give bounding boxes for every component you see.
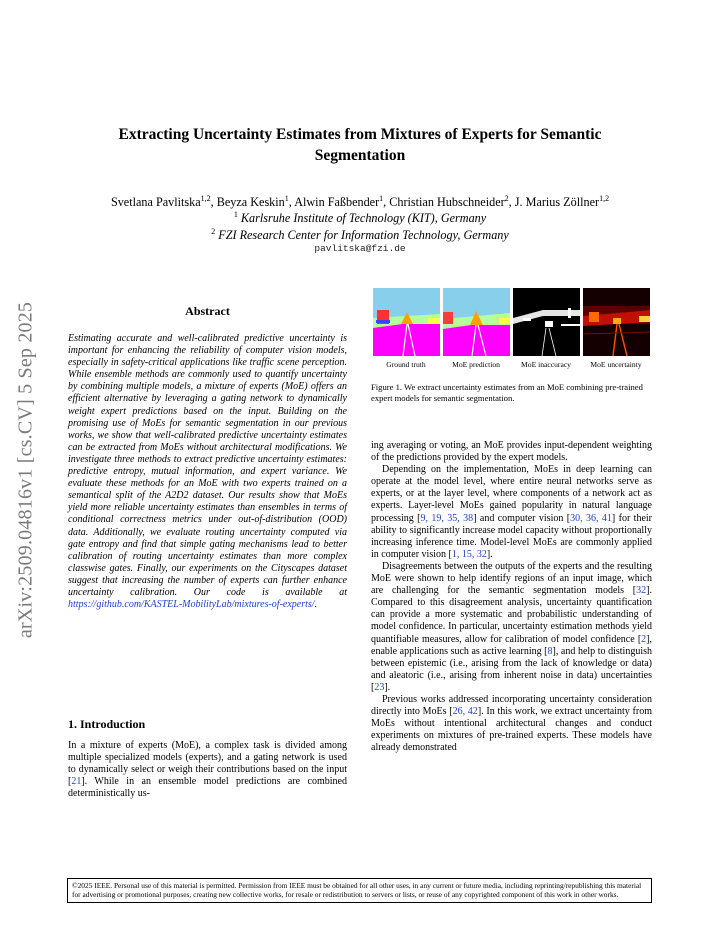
arxiv-identifier: arXiv:2509.04816v1 [cs.CV] 5 Sep 2025 bbox=[14, 301, 37, 639]
affiliation-2: $^2$ FZI Research Center for Information Technology, Germany bbox=[211, 227, 509, 243]
title-line-1: Extracting Uncertainty Estimates from Mixtures of Experts for Semantic bbox=[118, 126, 602, 143]
moe-uncertainty-image bbox=[583, 288, 650, 356]
author: Svetlana Pavlitska$^{1,2}$ bbox=[110, 194, 211, 210]
citation-link[interactable]: 2 bbox=[641, 633, 647, 645]
title-line-2: Segmentation bbox=[314, 147, 406, 164]
citation-link[interactable]: 23 bbox=[374, 681, 385, 693]
paragraph: ing averaging or voting, an MoE provides input-dependent weighting of the predictions provided by the expert models. bbox=[371, 440, 652, 464]
citation-link[interactable]: 26, 42 bbox=[452, 706, 478, 718]
abstract-body: Estimating accurate and well-calibrated predictive uncertainty is important for enhancing the reliability of computer vision models, especially in safety-critical applications like traffic scene perception. While ensemble methods are commonly used to quantify uncertainty by combining multiple models, a mixture of experts (MoE) offers an efficient alternative by leveraging a gating network to dynamically weight expert predictions based on the input. Building on the promising use of MoEs for semantic segmentation in our previous works, we show that well-calibrated predictive uncertainty estimates can be extracted from MoEs without architectural modifications. We investigate three methods to extract predictive uncertainty estimates: predictive entropy, mutual information, and expert variance. We evaluate these methods for an MoE with two experts trained on a semantical split of the A2D2 dataset. Our results show that MoEs yield more reliable uncertainty estimates than ensembles in terms of conditional correctness metrics under out-of-distribution (OOD) data. Additionally, we evaluate routing uncertainty computed via gate entropy and find that simple gating mechanisms lead to better calibration of routing uncertainty estimates than more complex classwise gates. Finally, our experiments on the Cityscapes dataset suggest that increasing the number of experts can further enhance uncertainty calibration. Our code is available at https://github.com/KASTEL-MobilityLab/mixtures-of-experts/. bbox=[68, 333, 347, 611]
author: Alwin Faßbender$^1$ bbox=[294, 194, 384, 210]
citation-link[interactable]: 32 bbox=[636, 585, 647, 597]
figure-1-images bbox=[373, 288, 652, 358]
ground-truth-image bbox=[373, 288, 440, 356]
author: Christian Hubschneider$^2$ bbox=[389, 194, 509, 210]
author-email: pavlitska@fzi.de bbox=[314, 243, 406, 254]
figure-label: MoE prediction bbox=[452, 360, 500, 369]
citation-link[interactable]: 8 bbox=[547, 645, 553, 657]
author-list: Svetlana Pavlitska$^{1,2}$, Beyza Keskin$^1$, Alwin Faßbender$^1$, Christian Hubschneider$^2$, J. Marius Zöllner$^{1,2}$ bbox=[110, 194, 610, 210]
figure-label: Ground truth bbox=[386, 360, 426, 369]
paragraph: Disagreements between the outputs of the experts and the resulting MoE were shown to help identify regions of an input image, which are challenging for the semantic segmentation models [32]. Compared to this disagreement analysis, uncertainty quantification can provide a more systematic and probabilistic understanding of model confidence. In particular, uncertainty estimation methods yield quantifiable measures, allow for calibration of model confidence [2], enable applications such as active learning [8], and help to distinguish between epistemic (i.e., arising from the lack of knowledge or data) and aleatoric (i.e., arising from inherent noise in data) uncertainties [23]. bbox=[371, 560, 652, 693]
abstract-heading: Abstract bbox=[185, 304, 230, 318]
intro-paragraph: In a mixture of experts (MoE), a complex task is divided among multiple specialized models (experts), and a gating network is used to dynamically select or weigh their contributions based on the input [21]. While in an ensemble model predictions are combined deterministically us- bbox=[68, 740, 347, 800]
citation-link[interactable]: 9, 19, 35, 38 bbox=[420, 512, 474, 524]
citation-link[interactable]: 21 bbox=[71, 776, 82, 788]
figure-1-labels bbox=[373, 360, 652, 372]
paper-title bbox=[60, 124, 660, 166]
author: J. Marius Zöllner$^{1,2}$ bbox=[514, 194, 610, 210]
affiliation-1: $^1$ Karlsruhe Institute of Technology (KIT), Germany bbox=[233, 210, 487, 226]
paragraph: Previous works addressed incorporating uncertainty consideration directly into MoEs [26, 42]. In this work, we extract uncertainty from MoEs without intentional architectural changes and conduct experiments on mixtures of pre-trained experts. These models have already demonstrated bbox=[371, 693, 652, 754]
code-link[interactable]: https://github.com/KASTEL-MobilityLab/mixtures-of-experts/ bbox=[68, 599, 315, 611]
section-heading-introduction: 1. Introduction bbox=[68, 717, 146, 731]
moe-inaccuracy-image bbox=[513, 288, 580, 356]
moe-prediction-image bbox=[443, 288, 510, 356]
paragraph: Depending on the implementation, MoEs in deep learning can operate at the model level, where entire neural networks serve as experts, or at the layer level, where components of a network act as experts. Layer-level MoEs gained popularity in natural language processing [9, 19, 35, 38] and computer vision [30, 36, 41] for their ability to significantly increase model capacity without proportionally increasing inference time. Model-level MoEs are commonly applied in computer vision [1, 15, 32]. bbox=[371, 464, 652, 560]
figure-label: MoE inaccuracy bbox=[521, 360, 571, 369]
figure-1-caption: Figure 1. We extract uncertainty estimates from an MoE combining pre-trained expert models for semantic segmentation. bbox=[371, 382, 643, 403]
author: Beyza Keskin$^1$ bbox=[216, 194, 289, 210]
figure-label: MoE uncertainty bbox=[590, 360, 642, 369]
copyright-notice: ©2025 IEEE. Personal use of this material is permitted. Permission from IEEE must be obtained for all other uses, in any current or future media, including reprinting/republishing this material for advertising or promotional purposes, creating new collective works, for resale or redistribution to servers or lists, or reuse of any copyrighted component of this work in other works. bbox=[67, 878, 652, 903]
citation-link[interactable]: 1, 15, 32 bbox=[451, 548, 487, 560]
right-column-body bbox=[371, 440, 652, 754]
citation-link[interactable]: 30, 36, 41 bbox=[570, 512, 612, 524]
